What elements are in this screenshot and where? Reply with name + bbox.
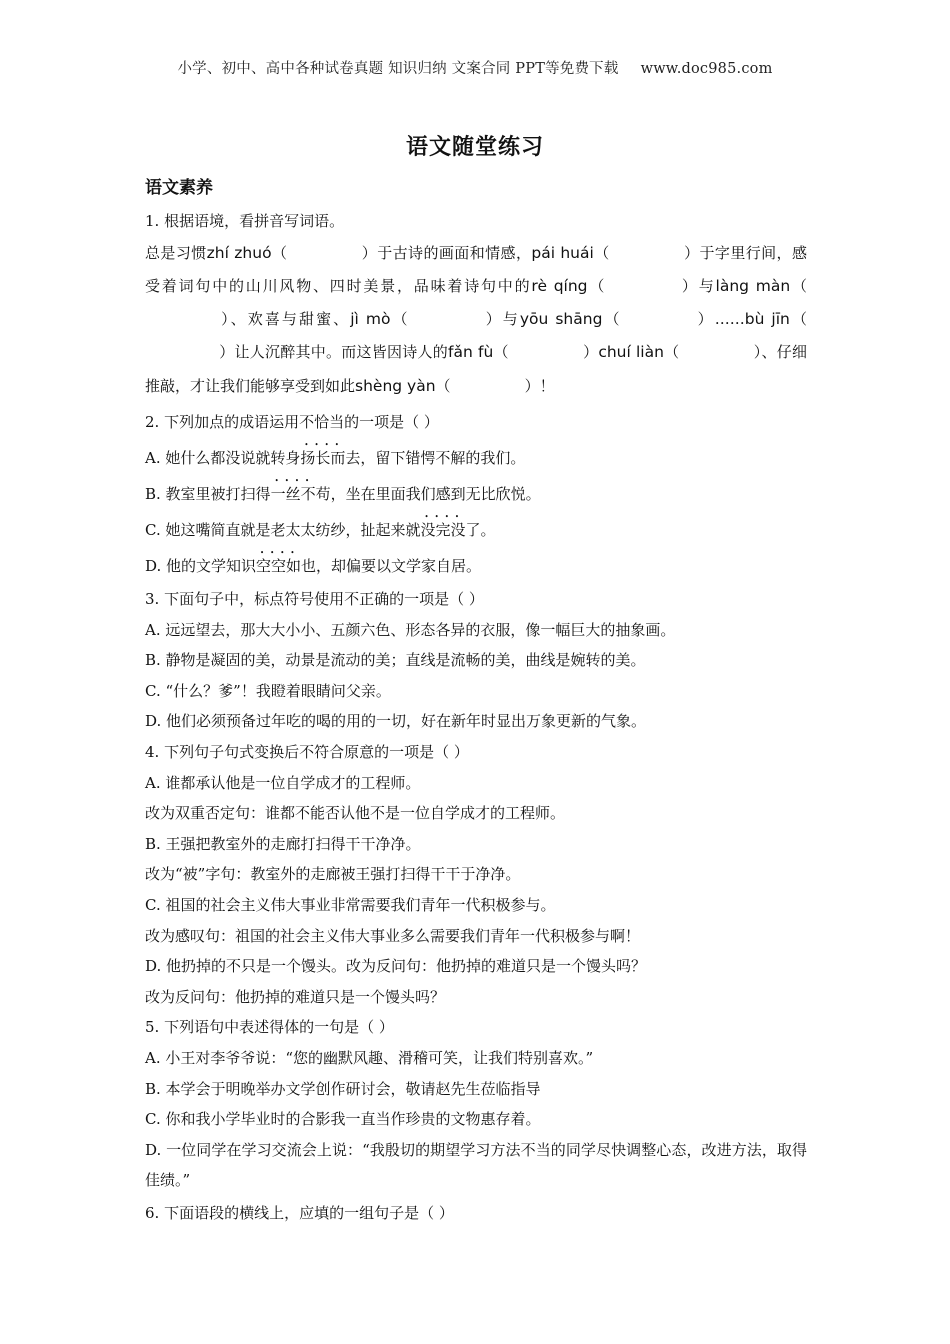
pinyin: chuí liàn: [598, 343, 664, 362]
content: [145, 175, 807, 1229]
q2-option-c: [145, 512, 807, 548]
dotted-idiom: •••• 扬长而去: [300, 440, 360, 476]
q3-option-a: A. 远远望去，那大大小小、五颜六色、形态各异的衣服，像一幅巨大的抽象画。: [145, 620, 676, 639]
q1-text: ）！: [524, 376, 555, 395]
q1-text: ）于字里行间，感受着词句中的山川风物、四时美景，品味着诗句中的: [145, 243, 807, 295]
q4-stem: 4. 下列句子句式变换后不符合原意的一项是（ ）: [145, 743, 469, 762]
q2-option-a: [145, 440, 807, 476]
page-title: 语文随堂练习: [405, 134, 544, 160]
option-text: D. 他的文学知识: [145, 557, 257, 576]
q1-paren-open: （: [789, 310, 807, 329]
q1-paren-open: （: [390, 310, 410, 329]
q1-paren-open: （: [663, 343, 680, 362]
q5-option-c: C. 你和我小学毕业时的合影我一直当作珍贵的文物惠存着。: [145, 1110, 541, 1129]
q1-text: 总是习惯: [145, 243, 207, 262]
q5-option-a: A. 小王对李爷爷说：“您的幽默风趣、滑稽可笑，让我们特别喜欢。”: [145, 1048, 594, 1067]
option-text: ，留下错愕不解的我们。: [360, 449, 526, 468]
q5-stem: 5. 下列语句中表述得体的一句是（ ）: [145, 1018, 394, 1037]
q1-passage: [145, 237, 807, 403]
header-url[interactable]: www.doc985.com: [640, 61, 773, 77]
option-text: ，却偏要以文学家自居。: [316, 557, 482, 576]
dotted-idiom: •••• 没完没了: [420, 512, 480, 548]
q3-option-c: C. “什么？爹”！我瞪着眼睛问父亲。: [145, 681, 391, 700]
q4-option-d-rewrite: 改为反问句：他扔掉的难道只是一个馒头吗？: [145, 987, 446, 1006]
option-text: 。: [480, 521, 496, 540]
pinyin: pái huái: [531, 243, 594, 262]
pinyin: shèng yàn: [355, 376, 436, 395]
q4-option-c: C. 祖国的社会主义伟大事业非常需要我们青年一代积极参与。: [145, 896, 556, 915]
q1-paren-open: （: [587, 276, 607, 295]
q1-text: ）、欢喜与甜蜜、: [219, 310, 351, 329]
q4-option-a: A. 谁都承认他是一位自学成才的工程师。: [145, 773, 421, 792]
q1-paren-open: （: [271, 243, 288, 262]
q1-paren-open: （: [790, 276, 807, 295]
pinyin: rè qíng: [531, 276, 588, 295]
section-heading: 语文素养: [145, 178, 213, 198]
q6-stem: 6. 下面语段的横线上，应填的一组句子是（ ）: [145, 1203, 454, 1222]
dotted-idiom: •••• 空空如也: [256, 548, 316, 584]
q3-stem: 3. 下面句子中，标点符号使用不正确的一项是（ ）: [145, 590, 484, 609]
option-text: C. 她这嘴简直就是老太太纺纱，扯起来就: [145, 521, 421, 540]
q5-option-b: B. 本学会于明晚举办文学创作研讨会，敬请赵先生莅临指导: [145, 1079, 541, 1098]
q5-option-d: D. 一位同学在学习交流会上说：“我殷切的期望学习方法不当的同学尽快调整心态，改进方法，取得佳绩。”: [145, 1140, 807, 1190]
q1-stem: 1. 根据语境，看拼音写词语。: [145, 212, 345, 230]
pinyin: jì mò: [350, 310, 391, 329]
pinyin: fǎn fù: [448, 343, 494, 362]
q3-option-d: D. 他们必须预备过年吃的喝的用的一切，好在新年时显出万象更新的气象。: [145, 712, 647, 731]
pinyin: bù jīn: [744, 310, 790, 329]
q1-paren-open: （: [602, 310, 622, 329]
pinyin: yōu shāng: [519, 310, 603, 329]
q2-option-d: [145, 548, 807, 584]
q4-option-a-rewrite: 改为双重否定句：谁都不能否认他不是一位自学成才的工程师。: [145, 804, 566, 823]
q2-option-b: [145, 476, 807, 512]
pinyin: zhí zhuó: [206, 243, 272, 262]
q1-paren-open: （: [593, 243, 610, 262]
option-text: B. 教室里被打扫得: [145, 485, 271, 504]
q1-text: ）让人沉醉其中。而这皆因诗人的: [219, 343, 449, 362]
q1-text: ）……: [695, 310, 745, 329]
option-text: A. 她什么都没说就转身: [145, 449, 301, 468]
q1-paren-open: （: [435, 376, 451, 395]
q1-text: ）、仔细推敲，才让我们能够享受到如此: [145, 343, 807, 395]
q1-text: ）于古诗的画面和情感，: [361, 243, 532, 262]
header-site-text: 小学、初中、高中各种试卷真题 知识归纳 文案合同 PPT等免费下载: [177, 61, 619, 77]
page-header: [0, 57, 950, 78]
dotted-idiom: •••• 一丝不苟: [271, 476, 331, 512]
q2-stem: 2. 下列加点的成语运用不恰当的一项是（ ）: [145, 413, 439, 432]
q4-option-d: D. 他扔掉的不只是一个馒头。改为反问句：他扔掉的难道只是一个馒头吗？: [145, 957, 647, 976]
q4-option-b: B. 王强把教室外的走廊打扫得干干净净。: [145, 834, 421, 853]
pinyin: làng màn: [715, 276, 791, 295]
q1-paren-open: （: [493, 343, 509, 362]
q4-option-b-rewrite: 改为“被”字句：教室外的走廊被王强打扫得干干于净净。: [145, 865, 521, 884]
q1-text: ）与: [483, 310, 520, 329]
option-text: ，坐在里面我们感到无比欣悦。: [330, 485, 541, 504]
q1-text: ）与: [680, 276, 716, 295]
q1-text: ）: [582, 343, 599, 362]
q4-option-c-rewrite: 改为感叹句：祖国的社会主义伟大事业多么需要我们青年一代积极参与啊！: [145, 926, 641, 945]
q3-option-b: B. 静物是凝固的美，动景是流动的美；直线是流畅的美，曲线是婉转的美。: [145, 651, 646, 670]
